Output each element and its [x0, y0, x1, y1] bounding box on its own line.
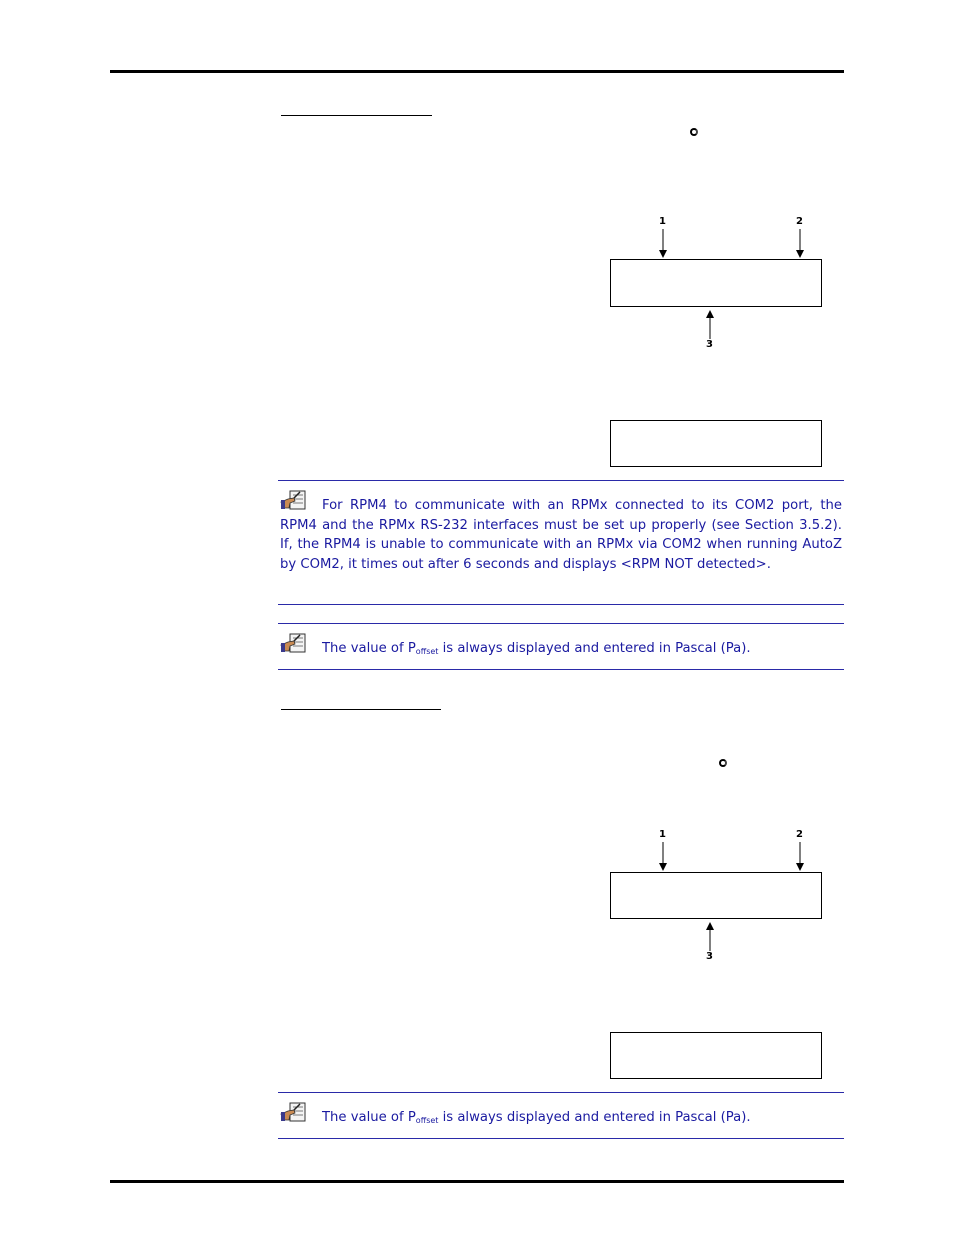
lcd-display	[610, 259, 822, 307]
arrow-down-icon	[656, 842, 670, 872]
callout-1: 1	[659, 829, 666, 840]
bottom-rule	[110, 1180, 844, 1183]
note-poffset-suffix: is always displayed and entered in Pascal (Pa).	[438, 641, 751, 656]
arrow-down-icon	[656, 229, 670, 259]
note-com2-body: For RPM4 to communicate with an RPMx connected to its COM2 port, the RPM4 and the RPMx RS-232 interfaces must be set up properly (see Section 3.5.2). If, the RPM4 is unable to communicate with an RPMx via COM2 when running AutoZ by COM2, it times out after 6 seconds and displays <RPM NOT detected>.	[280, 498, 842, 572]
circle-bullet-icon	[690, 128, 698, 136]
callout-1: 1	[659, 216, 666, 227]
note-poffset-suffix: is always displayed and entered in Pascal (Pa).	[438, 1110, 751, 1125]
circle-bullet-icon	[719, 759, 727, 767]
note-poffset-prefix: The value of P	[322, 1110, 416, 1125]
section-heading-underline	[281, 709, 441, 710]
arrow-up-icon	[703, 921, 717, 951]
callout-3: 3	[706, 951, 713, 962]
note-poffset-subscript: offset	[415, 1116, 439, 1125]
note-poffset-text	[322, 1108, 842, 1131]
section-heading-underline	[281, 115, 432, 116]
lcd-display	[610, 872, 822, 919]
note-hand-icon	[280, 1102, 308, 1124]
callout-3: 3	[706, 339, 713, 350]
callout-2: 2	[796, 216, 803, 227]
arrow-down-icon	[793, 842, 807, 872]
lcd-display	[610, 420, 822, 467]
note-poffset-prefix: The value of P	[322, 641, 416, 656]
arrow-down-icon	[793, 229, 807, 259]
note-com2-text	[280, 496, 842, 574]
note-poffset-subscript: offset	[415, 647, 439, 656]
lcd-display	[610, 1032, 822, 1079]
note-poffset-text	[322, 639, 842, 662]
arrow-up-icon	[703, 309, 717, 339]
top-rule	[110, 70, 844, 73]
note-hand-icon	[280, 633, 308, 655]
callout-2: 2	[796, 829, 803, 840]
